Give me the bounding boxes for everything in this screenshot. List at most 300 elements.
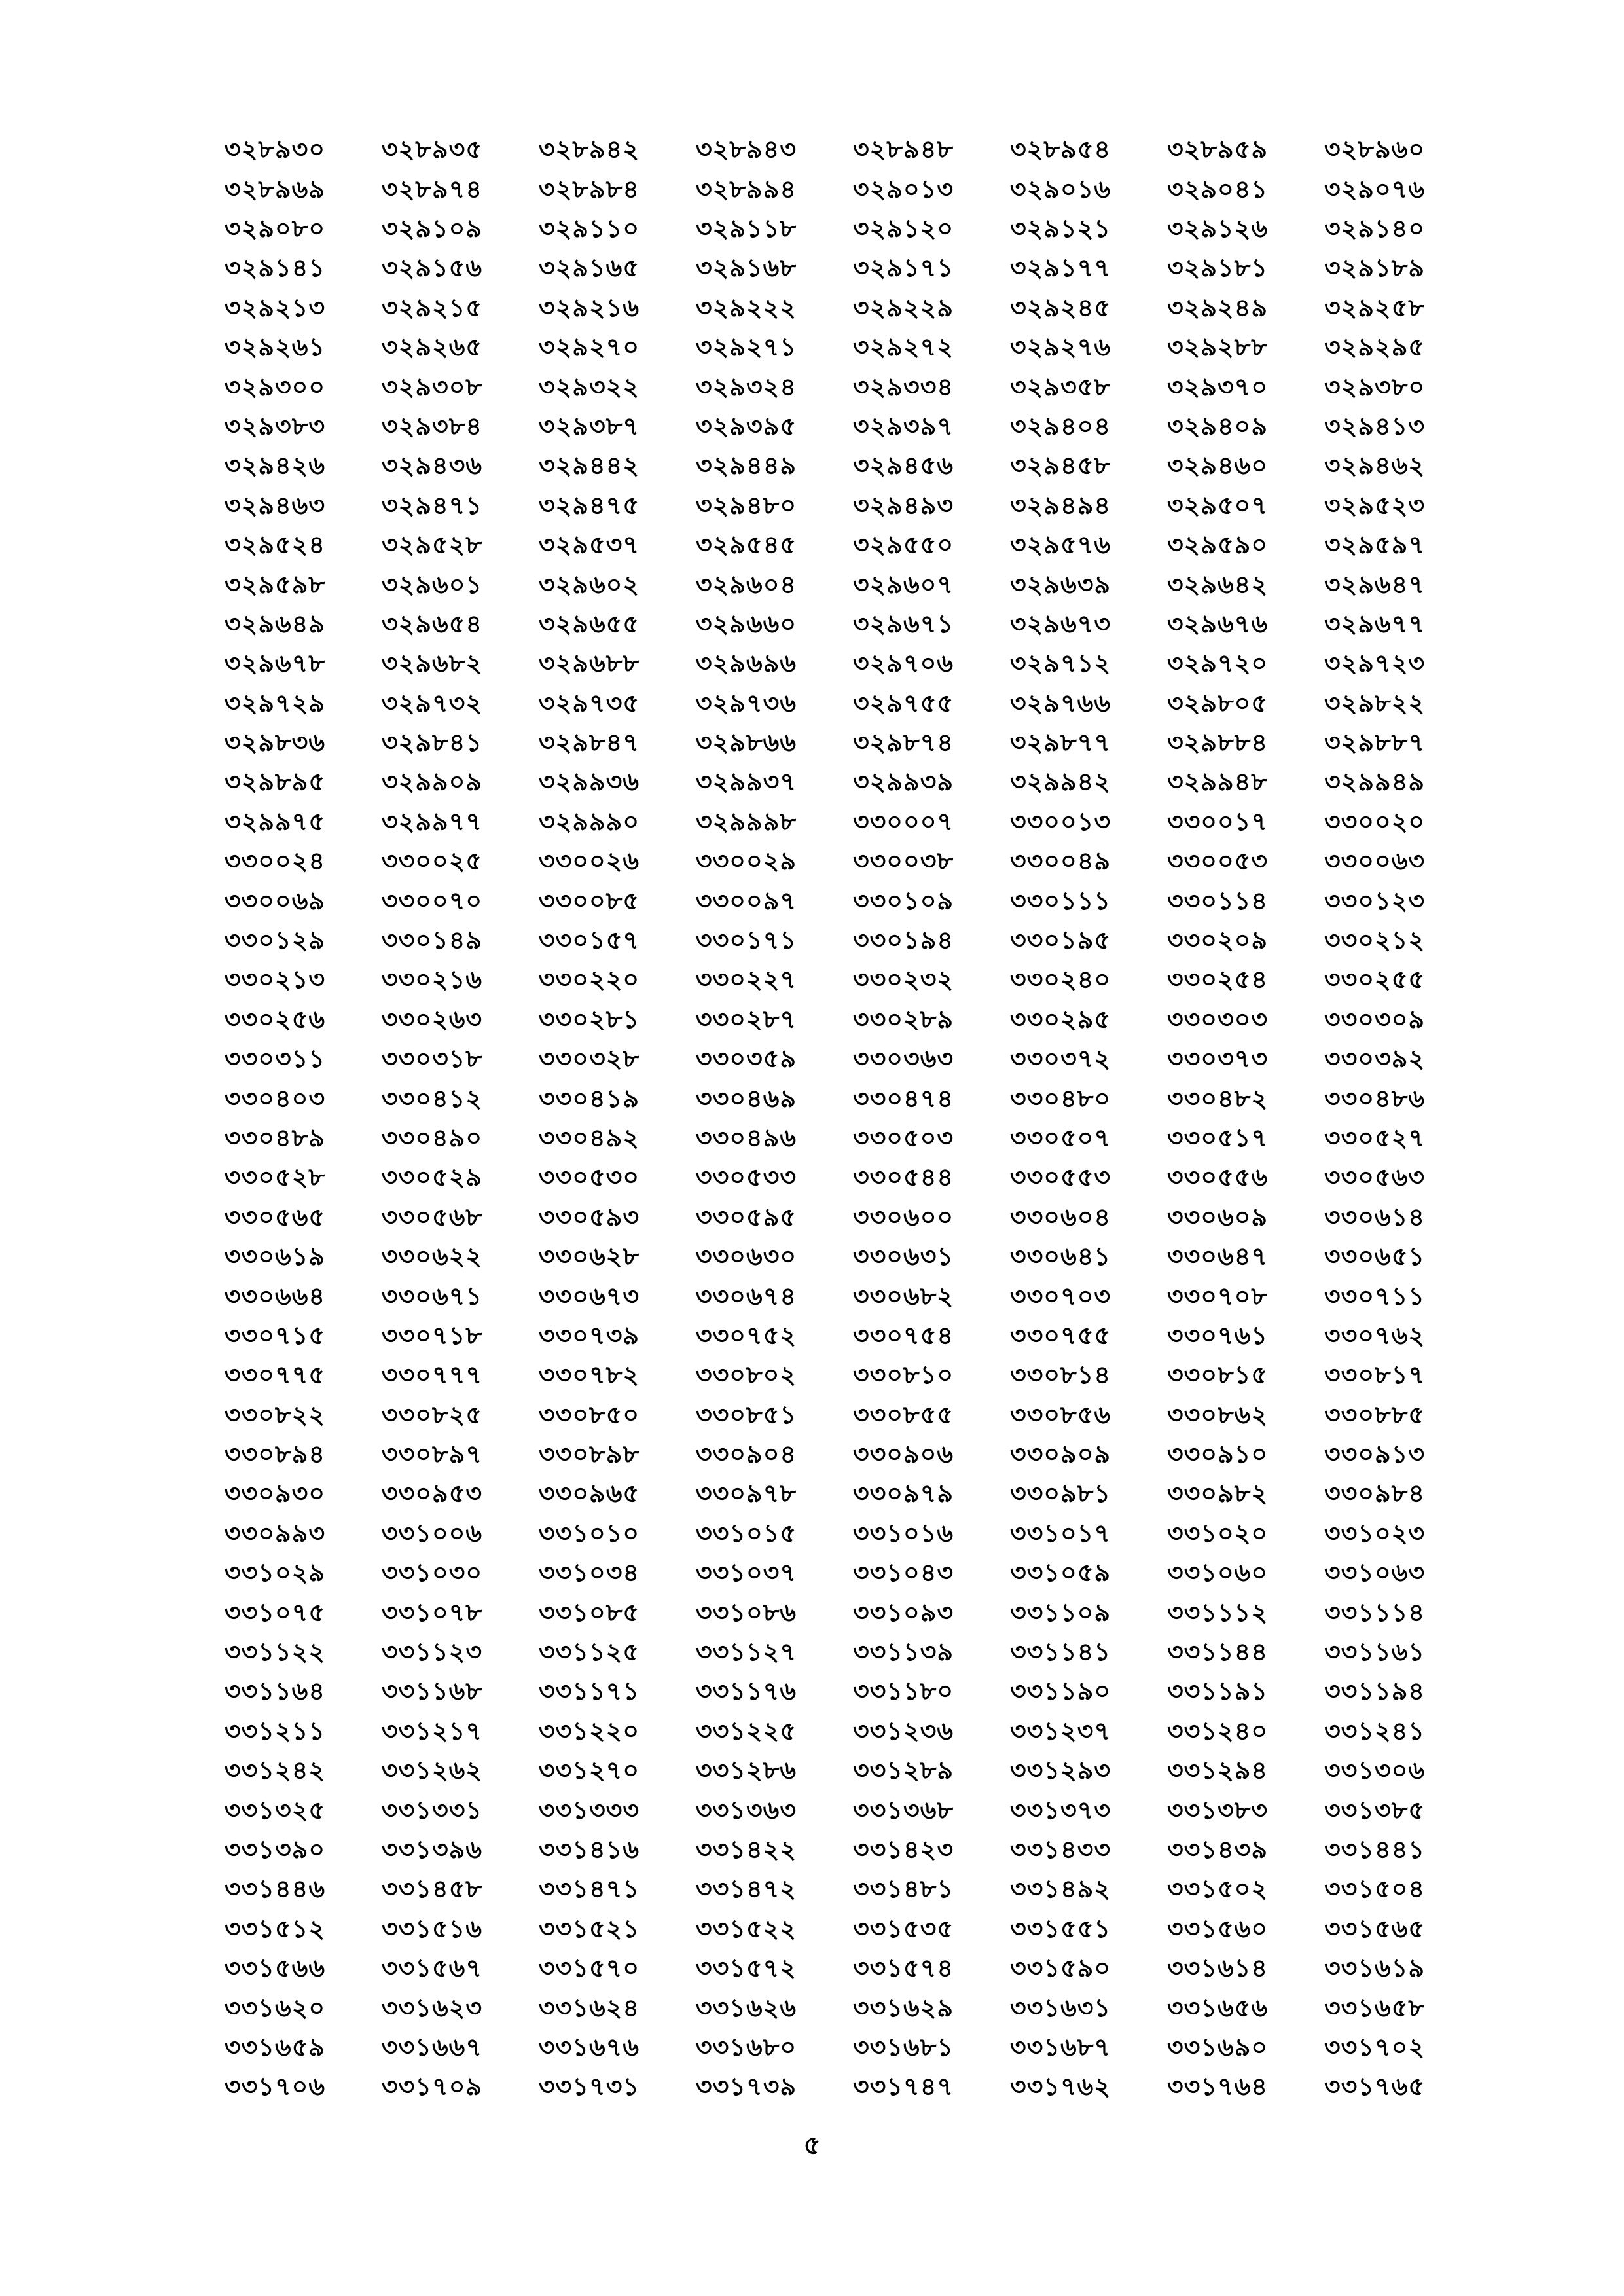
roll-number-cell: ৩৩০৬৮২ <box>852 1281 954 1311</box>
roll-number-cell: ৩২৯২৬৫ <box>381 333 483 362</box>
roll-number-cell: ৩২৯০৭৬ <box>1324 174 1426 204</box>
roll-number-cell: ৩৩০৯৮৪ <box>1324 1479 1426 1508</box>
table-row <box>196 606 1453 646</box>
roll-number-cell: ৩৩০২৫৪ <box>1166 965 1269 994</box>
roll-number-cell: ৩৩১৫১৬ <box>381 1914 483 1943</box>
roll-number-cell: ৩২৮৯৫৯ <box>1166 135 1269 164</box>
roll-number-cell: ৩৩০৬৭৩ <box>538 1281 640 1311</box>
roll-number-cell: ৩৩১৫৬৭ <box>381 1954 483 1983</box>
roll-number-cell: ৩৩০৮৯৭ <box>381 1440 483 1469</box>
roll-number-cell: ৩৩০১৯৫ <box>1009 926 1111 955</box>
roll-number-cell: ৩৩০৯৩০ <box>224 1479 326 1508</box>
roll-number-cell: ৩২৯৮০৫ <box>1166 688 1269 718</box>
roll-number-cell: ৩৩০৮৯৮ <box>538 1440 640 1469</box>
roll-number-cell: ৩৩০২৬৩ <box>381 1004 483 1034</box>
roll-number-cell: ৩৩০৪১৯ <box>538 1084 640 1113</box>
roll-number-cell: ৩২৯৪৭১ <box>381 490 483 520</box>
roll-number-cell: ৩৩০২৩২ <box>852 965 954 994</box>
roll-number-cell: ৩২৯৭১২ <box>1009 649 1111 678</box>
roll-number-cell: ৩৩১২১১ <box>224 1716 326 1745</box>
roll-number-cell: ৩৩১৫৫১ <box>1009 1914 1111 1943</box>
roll-number-cell: ৩৩০৬০৪ <box>1009 1202 1111 1231</box>
roll-number-cell: ৩২৯৬৫৪ <box>381 609 483 638</box>
roll-number-cell: ৩৩০৬২৮ <box>538 1242 640 1271</box>
roll-number-cell: ৩২৯৬৭৬ <box>1166 609 1269 638</box>
table-row <box>196 132 1453 171</box>
roll-number-cell: ৩২৮৯৬০ <box>1324 135 1426 164</box>
roll-number-cell: ৩৩১৫৭২ <box>695 1954 797 1983</box>
roll-number-cell: ৩৩১৬২৯ <box>852 1993 954 2022</box>
roll-number-cell: ৩৩১২৪০ <box>1166 1716 1269 1745</box>
table-row <box>196 2069 1453 2108</box>
table-row <box>196 1871 1453 1910</box>
roll-number-cell: ৩৩০২২০ <box>538 965 640 994</box>
roll-number-cell: ৩৩০৭৭৭ <box>381 1360 483 1390</box>
roll-number-cell: ৩৩১১৬৮ <box>381 1677 483 1706</box>
roll-number-cell: ৩৩১৫৬৬ <box>224 1954 326 1983</box>
roll-number-cell: ৩৩১৬২৬ <box>695 1993 797 2022</box>
roll-number-cell: ৩৩০৬২২ <box>381 1242 483 1271</box>
roll-number-cell: ৩৩০৭৭৫ <box>224 1360 326 1390</box>
roll-number-cell: ৩৩১৭০২ <box>1324 2032 1426 2062</box>
roll-number-cell: ৩২৯৪৪৯ <box>695 451 797 481</box>
roll-number-cell: ৩৩০৭৬২ <box>1324 1321 1426 1350</box>
roll-number-cell: ৩৩০১৭১ <box>695 926 797 955</box>
roll-number-cell: ৩৩০৩৫৯ <box>695 1044 797 1074</box>
table-row <box>196 1832 1453 1871</box>
roll-number-cell: ৩২৯৭০৬ <box>852 649 954 678</box>
roll-number-cell: ৩৩০৭১৫ <box>224 1321 326 1350</box>
table-row <box>196 1792 1453 1831</box>
roll-number-cell: ৩৩০৯১০ <box>1166 1440 1269 1469</box>
roll-number-cell: ৩৩০৫০৩ <box>852 1123 954 1152</box>
table-row <box>196 1753 1453 1792</box>
roll-number-cell: ৩৩০৬৭৪ <box>695 1281 797 1311</box>
roll-number-cell: ৩২৯১৫৬ <box>381 253 483 283</box>
roll-number-cell: ৩৩০৬০৯ <box>1166 1202 1269 1231</box>
roll-number-cell: ৩২৯৩৭০ <box>1166 372 1269 401</box>
roll-number-cell: ৩৩০৫৪৪ <box>852 1163 954 1192</box>
roll-number-cell: ৩৩০৭৫২ <box>695 1321 797 1350</box>
table-row <box>196 1239 1453 1278</box>
roll-number-cell: ৩২৯২৮৮ <box>1166 333 1269 362</box>
roll-number-cell: ৩২৯৭৩২ <box>381 688 483 718</box>
table-row <box>196 1516 1453 1555</box>
roll-number-cell: ৩২৯৬৭১ <box>852 609 954 638</box>
roll-number-cell: ৩২৯২২৯ <box>852 293 954 322</box>
roll-number-cell: ৩২৯৪৬৩ <box>224 490 326 520</box>
roll-number-cell: ৩৩০৪১২ <box>381 1084 483 1113</box>
roll-number-cell: ৩২৯৫২৮ <box>381 530 483 560</box>
table-row <box>196 764 1453 803</box>
roll-number-cell: ৩৩১৩৬৩ <box>695 1795 797 1825</box>
roll-number-cell: ৩২৯৩৯৫ <box>695 411 797 441</box>
roll-number-cell: ৩৩০৮৬২ <box>1166 1400 1269 1429</box>
roll-number-cell: ৩২৯৪৭৫ <box>538 490 640 520</box>
table-row <box>196 1357 1453 1396</box>
roll-number-cell: ৩৩০৬৩১ <box>852 1242 954 1271</box>
roll-number-cell: ৩৩০৭৮২ <box>538 1360 640 1390</box>
roll-number-cell: ৩২৯১৭১ <box>852 253 954 283</box>
roll-number-cell: ৩২৯৯৯৮ <box>695 807 797 836</box>
table-row <box>196 962 1453 1001</box>
roll-number-cell: ৩৩০২৮৯ <box>852 1004 954 1034</box>
table-row <box>196 409 1453 448</box>
table-row <box>196 1120 1453 1159</box>
roll-number-cell: ৩৩১৭৬৪ <box>1166 2072 1269 2102</box>
roll-number-cell: ৩৩১৫৭৪ <box>852 1954 954 1983</box>
roll-number-cell: ৩৩১৪৩৩ <box>1009 1835 1111 1864</box>
roll-number-cell: ৩৩১৫৭০ <box>538 1954 640 1983</box>
roll-number-cell: ৩২৯৪০৪ <box>1009 411 1111 441</box>
roll-number-cell: ৩৩১৩৩১ <box>381 1795 483 1825</box>
roll-number-cell: ৩৩১২৮৬ <box>695 1756 797 1785</box>
roll-number-cell: ৩৩১৩৮৫ <box>1324 1795 1426 1825</box>
roll-number-cell: ৩৩১১১৪ <box>1324 1597 1426 1627</box>
roll-number-cell: ৩২৯৮৭৭ <box>1009 728 1111 757</box>
roll-number-cell: ৩৩১০২৩ <box>1324 1518 1426 1548</box>
roll-number-cell: ৩৩১৩৮৩ <box>1166 1795 1269 1825</box>
roll-number-cell: ৩৩০৯১৩ <box>1324 1440 1426 1469</box>
roll-number-cell: ৩৩১০৮৫ <box>538 1597 640 1627</box>
roll-number-cell: ৩২৯৩৯৭ <box>852 411 954 441</box>
roll-number-cell: ৩৩১০১০ <box>538 1518 640 1548</box>
roll-number-cell: ৩৩১১৬১ <box>1324 1637 1426 1667</box>
roll-number-cell: ৩২৮৯৪৮ <box>852 135 954 164</box>
roll-number-cell: ৩২৯৫০৭ <box>1166 490 1269 520</box>
roll-number-cell: ৩৩০৩০৩ <box>1166 1004 1269 1034</box>
table-row <box>196 171 1453 210</box>
roll-number-cell: ৩৩০৪৮০ <box>1009 1084 1111 1113</box>
roll-number-cell: ৩৩১৪৩৯ <box>1166 1835 1269 1864</box>
roll-number-cell: ৩৩০৫২৮ <box>224 1163 326 1192</box>
roll-number-cell: ৩৩১২৯৪ <box>1166 1756 1269 1785</box>
roll-number-cell: ৩৩০৫৬৮ <box>381 1202 483 1231</box>
roll-number-cell: ৩৩০৫০৭ <box>1009 1123 1111 1152</box>
roll-number-cell: ৩৩১৫৯০ <box>1009 1954 1111 1983</box>
roll-number-cell: ৩৩১০১৫ <box>695 1518 797 1548</box>
roll-number-cell: ৩৩০৮৯৪ <box>224 1440 326 1469</box>
roll-number-cell: ৩৩১২৪১ <box>1324 1716 1426 1745</box>
roll-number-cell: ৩২৯৬০৭ <box>852 570 954 599</box>
roll-number-cell: ৩২৯৬৪৭ <box>1324 570 1426 599</box>
roll-number-cell: ৩২৯৪৩৬ <box>381 451 483 481</box>
roll-number-cell: ৩৩০৮৫০ <box>538 1400 640 1429</box>
table-row <box>196 804 1453 843</box>
roll-number-cell: ৩২৯৬৭৮ <box>224 649 326 678</box>
roll-number-cell: ৩৩০৪৯২ <box>538 1123 640 1152</box>
roll-number-cell: ৩২৯৯৭৭ <box>381 807 483 836</box>
roll-number-cell: ৩৩০৭০৩ <box>1009 1281 1111 1311</box>
roll-number-cell: ৩২৯৮৮৪ <box>1166 728 1269 757</box>
roll-number-cell: ৩৩১৬৫৬ <box>1166 1993 1269 2022</box>
roll-number-cell: ৩৩১৫০৪ <box>1324 1874 1426 1904</box>
roll-number-grid <box>196 132 1453 2109</box>
roll-number-cell: ৩৩০৭৫৪ <box>852 1321 954 1350</box>
roll-number-cell: ৩৩০০০৭ <box>852 807 954 836</box>
roll-number-cell: ৩৩০১২৯ <box>224 926 326 955</box>
roll-number-cell: ৩৩০৫৬৩ <box>1324 1163 1426 1192</box>
roll-number-cell: ৩৩১৪৯২ <box>1009 1874 1111 1904</box>
roll-number-cell: ৩৩১২৮৯ <box>852 1756 954 1785</box>
roll-number-cell: ৩২৯৩৮৪ <box>381 411 483 441</box>
roll-number-cell: ৩২৯৪১৩ <box>1324 411 1426 441</box>
roll-number-cell: ৩২৯৫৪৫ <box>695 530 797 560</box>
roll-number-cell: ৩৩১০৩৭ <box>695 1558 797 1588</box>
roll-number-cell: ৩৩১৩৬৮ <box>852 1795 954 1825</box>
roll-number-cell: ৩৩১৪২৩ <box>852 1835 954 1864</box>
roll-number-cell: ৩৩০৫৯৫ <box>695 1202 797 1231</box>
roll-number-cell: ৩২৯৪৫৮ <box>1009 451 1111 481</box>
roll-number-cell: ৩৩০২৫৫ <box>1324 965 1426 994</box>
roll-number-cell: ৩৩০৩১১ <box>224 1044 326 1074</box>
roll-number-cell: ৩২৯৬৫৫ <box>538 609 640 638</box>
roll-number-cell: ৩৩১৩২৫ <box>224 1795 326 1825</box>
roll-number-cell: ৩৩০০৪৯ <box>1009 847 1111 876</box>
table-row <box>196 1476 1453 1515</box>
roll-number-cell: ৩৩১১৩৯ <box>852 1637 954 1667</box>
roll-number-cell: ৩৩০৪৬৯ <box>695 1084 797 1113</box>
roll-number-cell: ৩৩০৮৫৫ <box>852 1400 954 1429</box>
table-row <box>196 1634 1453 1673</box>
roll-number-cell: ৩৩১৫২২ <box>695 1914 797 1943</box>
roll-number-cell: ৩৩০৪৮৬ <box>1324 1084 1426 1113</box>
roll-number-cell: ৩৩০৪০৩ <box>224 1084 326 1113</box>
roll-number-cell: ৩৩০৬৬৪ <box>224 1281 326 1311</box>
roll-number-cell: ৩২৯৫৭৬ <box>1009 530 1111 560</box>
table-row <box>196 488 1453 527</box>
roll-number-cell: ৩২৯৪৪২ <box>538 451 640 481</box>
roll-number-cell: ৩৩১৪৭২ <box>695 1874 797 1904</box>
roll-number-cell: ৩৩১২৬২ <box>381 1756 483 1785</box>
roll-number-cell: ৩৩০৪৯০ <box>381 1123 483 1152</box>
roll-number-cell: ৩৩১৭৬২ <box>1009 2072 1111 2102</box>
roll-number-cell: ৩২৯১৪১ <box>224 253 326 283</box>
roll-number-cell: ৩২৮৯৪২ <box>538 135 640 164</box>
roll-number-cell: ৩৩১০৩০ <box>381 1558 483 1588</box>
roll-number-cell: ৩৩০০২০ <box>1324 807 1426 836</box>
roll-number-cell: ৩৩১২৯৩ <box>1009 1756 1111 1785</box>
roll-number-cell: ৩৩১১৯০ <box>1009 1677 1111 1706</box>
roll-number-cell: ৩২৯৫২৪ <box>224 530 326 560</box>
roll-number-cell: ৩৩০৮৫১ <box>695 1400 797 1429</box>
roll-number-cell: ৩৩০৭০৮ <box>1166 1281 1269 1311</box>
roll-number-cell: ৩৩১০৬০ <box>1166 1558 1269 1588</box>
roll-number-cell: ৩২৯২৪৯ <box>1166 293 1269 322</box>
roll-number-cell: ৩৩১৫৩৫ <box>852 1914 954 1943</box>
roll-number-cell: ৩৩১১৭১ <box>538 1677 640 1706</box>
roll-number-cell: ৩৩০১৪৯ <box>381 926 483 955</box>
roll-number-cell: ৩২৯২১৬ <box>538 293 640 322</box>
roll-number-cell: ৩২৯১৭৭ <box>1009 253 1111 283</box>
roll-number-cell: ৩৩১৬১৯ <box>1324 1954 1426 1983</box>
roll-number-cell: ৩২৯১২০ <box>852 213 954 243</box>
roll-number-cell: ৩৩১১২৭ <box>695 1637 797 1667</box>
roll-number-cell: ৩২৯২১৩ <box>224 293 326 322</box>
roll-number-cell: ৩২৯১৮১ <box>1166 253 1269 283</box>
roll-number-cell: ৩২৯৯৩৯ <box>852 767 954 797</box>
roll-number-cell: ৩৩০৫৫৬ <box>1166 1163 1269 1192</box>
roll-number-cell: ৩২৯৪৯৩ <box>852 490 954 520</box>
roll-number-cell: ৩৩০৯৭৮ <box>695 1479 797 1508</box>
roll-number-cell: ৩৩০০৬৯ <box>224 886 326 915</box>
roll-number-cell: ৩৩১৫৬৫ <box>1324 1914 1426 1943</box>
roll-number-cell: ৩২৯৪৮০ <box>695 490 797 520</box>
roll-number-cell: ৩৩১০৮৬ <box>695 1597 797 1627</box>
roll-number-cell: ৩৩১৬২৪ <box>538 1993 640 2022</box>
roll-number-cell: ৩৩০৪৮২ <box>1166 1084 1269 1113</box>
table-row <box>196 1080 1453 1120</box>
roll-number-cell: ৩৩১২৩৭ <box>1009 1716 1111 1745</box>
roll-number-cell: ৩২৯৩০০ <box>224 372 326 401</box>
roll-number-cell: ৩২৯৪৯৪ <box>1009 490 1111 520</box>
roll-number-cell: ৩৩০৫২৭ <box>1324 1123 1426 1152</box>
roll-number-cell: ৩২৯৪২৬ <box>224 451 326 481</box>
roll-number-cell: ৩২৯৯০৯ <box>381 767 483 797</box>
roll-number-cell: ৩৩০১২৩ <box>1324 886 1426 915</box>
roll-number-cell: ৩৩১৪১৬ <box>538 1835 640 1864</box>
roll-number-cell: ৩৩১৫১২ <box>224 1914 326 1943</box>
roll-number-cell: ৩২৯২৭২ <box>852 333 954 362</box>
roll-number-cell: ৩৩০৮৮৫ <box>1324 1400 1426 1429</box>
roll-number-cell: ৩৩১৭০৯ <box>381 2072 483 2102</box>
roll-number-cell: ৩৩০২৮১ <box>538 1004 640 1034</box>
table-row <box>196 1436 1453 1476</box>
roll-number-cell: ৩২৯৯৪৮ <box>1166 767 1269 797</box>
roll-number-cell: ৩২৯৬০৪ <box>695 570 797 599</box>
roll-number-cell: ৩২৯৭২৩ <box>1324 649 1426 678</box>
roll-number-cell: ৩৩০০২৫ <box>381 847 483 876</box>
roll-number-cell: ৩৩১৩৩৩ <box>538 1795 640 1825</box>
roll-number-cell: ৩৩০৫২৯ <box>381 1163 483 1192</box>
roll-number-cell: ৩২৮৯৫৪ <box>1009 135 1111 164</box>
roll-number-cell: ৩৩০৪৯৬ <box>695 1123 797 1152</box>
roll-number-cell: ৩২৯৯৩৬ <box>538 767 640 797</box>
roll-number-cell: ৩২৮৯৯৪ <box>695 174 797 204</box>
roll-number-cell: ৩৩১০১৬ <box>852 1518 954 1548</box>
roll-number-cell: ৩৩০৯০৬ <box>852 1440 954 1469</box>
roll-number-cell: ৩৩১২২৫ <box>695 1716 797 1745</box>
roll-number-cell: ৩৩০৩৬৩ <box>852 1044 954 1074</box>
table-row <box>196 1199 1453 1239</box>
roll-number-cell: ৩৩০৭১৮ <box>381 1321 483 1350</box>
roll-number-cell: ৩২৯০৪১ <box>1166 174 1269 204</box>
roll-number-cell: ৩৩১৭৩৯ <box>695 2072 797 2102</box>
roll-number-cell: ৩৩০৩৯২ <box>1324 1044 1426 1074</box>
table-row <box>196 1159 1453 1199</box>
roll-number-cell: ৩২৯২৭১ <box>695 333 797 362</box>
roll-number-cell: ৩২৯১০৯ <box>381 213 483 243</box>
roll-number-cell: ৩৩০৩৭৩ <box>1166 1044 1269 1074</box>
roll-number-cell: ৩৩১৬৮১ <box>852 2032 954 2062</box>
roll-number-cell: ৩২৮৯৬৯ <box>224 174 326 204</box>
roll-number-cell: ৩৩০২২৭ <box>695 965 797 994</box>
roll-number-cell: ৩৩১০৭৮ <box>381 1597 483 1627</box>
roll-number-cell: ৩২৯১৮৯ <box>1324 253 1426 283</box>
table-row <box>196 1397 1453 1436</box>
roll-number-cell: ৩৩০২৫৬ <box>224 1004 326 1034</box>
roll-number-cell: ৩২৯৬৪৯ <box>224 609 326 638</box>
roll-number-cell: ৩২৯৪৫৬ <box>852 451 954 481</box>
roll-number-cell: ৩৩০৮০২ <box>695 1360 797 1390</box>
roll-number-cell: ৩২৯৮৭৪ <box>852 728 954 757</box>
roll-number-cell: ৩২৮৯৪৩ <box>695 135 797 164</box>
roll-number-cell: ৩৩১০৯৩ <box>852 1597 954 1627</box>
roll-number-cell: ৩৩০৩২৮ <box>538 1044 640 1074</box>
table-row <box>196 843 1453 883</box>
roll-number-cell: ৩৩১২৩৬ <box>852 1716 954 1745</box>
roll-number-cell: ৩৩১১০৯ <box>1009 1597 1111 1627</box>
roll-number-cell: ৩২৯৭৩৫ <box>538 688 640 718</box>
roll-number-cell: ৩৩০৬৭১ <box>381 1281 483 1311</box>
roll-number-cell: ৩৩১০৪৩ <box>852 1558 954 1588</box>
table-row <box>196 448 1453 487</box>
roll-number-cell: ৩৩০০৫৩ <box>1166 847 1269 876</box>
roll-number-cell: ৩২৯৩০৮ <box>381 372 483 401</box>
roll-number-cell: ৩৩০৬০০ <box>852 1202 954 1231</box>
roll-number-cell: ৩৩০৮৫৬ <box>1009 1400 1111 1429</box>
roll-number-cell: ৩২৮৯৮৪ <box>538 174 640 204</box>
roll-number-cell: ৩৩০৭৬১ <box>1166 1321 1269 1350</box>
roll-number-cell: ৩৩১৪২২ <box>695 1835 797 1864</box>
roll-number-cell: ৩৩১৪৫৮ <box>381 1874 483 1904</box>
roll-number-cell: ৩৩০০৭০ <box>381 886 483 915</box>
roll-number-cell: ৩৩১১৪১ <box>1009 1637 1111 1667</box>
roll-number-cell: ৩২৯৬৪২ <box>1166 570 1269 599</box>
roll-number-cell: ৩৩০২১৬ <box>381 965 483 994</box>
table-row <box>196 1318 1453 1357</box>
roll-number-cell: ৩২৯৬০১ <box>381 570 483 599</box>
roll-number-cell: ৩২৯৯৪২ <box>1009 767 1111 797</box>
roll-number-cell: ৩২৯৩৮০ <box>1324 372 1426 401</box>
roll-number-cell: ৩৩১১২৩ <box>381 1637 483 1667</box>
roll-number-cell: ৩২৯৮৯৫ <box>224 767 326 797</box>
roll-number-cell: ৩৩০৯৬৫ <box>538 1479 640 1508</box>
roll-number-cell: ৩৩১০৬৩ <box>1324 1558 1426 1588</box>
roll-number-cell: ৩২৯৭২০ <box>1166 649 1269 678</box>
roll-number-cell: ৩৩০১৯৪ <box>852 926 954 955</box>
roll-number-cell: ৩৩০৮১৪ <box>1009 1360 1111 1390</box>
roll-number-cell: ৩২৯৩২২ <box>538 372 640 401</box>
table-row <box>196 1278 1453 1317</box>
table-row <box>196 1555 1453 1594</box>
roll-number-cell: ৩৩০৮১০ <box>852 1360 954 1390</box>
roll-number-cell: ৩৩১০২৯ <box>224 1558 326 1588</box>
roll-number-cell: ৩৩০৬৩০ <box>695 1242 797 1271</box>
roll-number-cell: ৩২৯৬৭৭ <box>1324 609 1426 638</box>
table-row <box>196 290 1453 329</box>
roll-number-cell: ৩৩০৫৩৩ <box>695 1163 797 1192</box>
roll-number-cell: ৩২৯০১৩ <box>852 174 954 204</box>
roll-number-cell: ৩৩১৭৬৫ <box>1324 2072 1426 2102</box>
roll-number-cell: ৩৩০২৯৫ <box>1009 1004 1111 1034</box>
roll-number-cell: ৩৩০৫৫৩ <box>1009 1163 1111 1192</box>
roll-number-cell: ৩২৯১১০ <box>538 213 640 243</box>
roll-number-cell: ৩৩১৭০৬ <box>224 2072 326 2102</box>
roll-number-cell: ৩৩১৬৯০ <box>1166 2032 1269 2062</box>
roll-number-cell: ৩৩০৬৫১ <box>1324 1242 1426 1271</box>
roll-number-cell: ৩৩১০১৭ <box>1009 1518 1111 1548</box>
roll-number-cell: ৩৩০৯৮২ <box>1166 1479 1269 1508</box>
roll-number-cell: ৩৩০২৮৭ <box>695 1004 797 1034</box>
roll-number-cell: ৩৩১৬২০ <box>224 1993 326 2022</box>
roll-number-cell: ৩৩০২০৯ <box>1166 926 1269 955</box>
roll-number-cell: ৩৩১৪৮১ <box>852 1874 954 1904</box>
roll-number-cell: ৩২৯৮৪৭ <box>538 728 640 757</box>
roll-number-cell: ৩৩০৬১৪ <box>1324 1202 1426 1231</box>
roll-number-cell: ৩৩০৭৫৫ <box>1009 1321 1111 1350</box>
roll-number-cell: ৩২৯৮৩৬ <box>224 728 326 757</box>
